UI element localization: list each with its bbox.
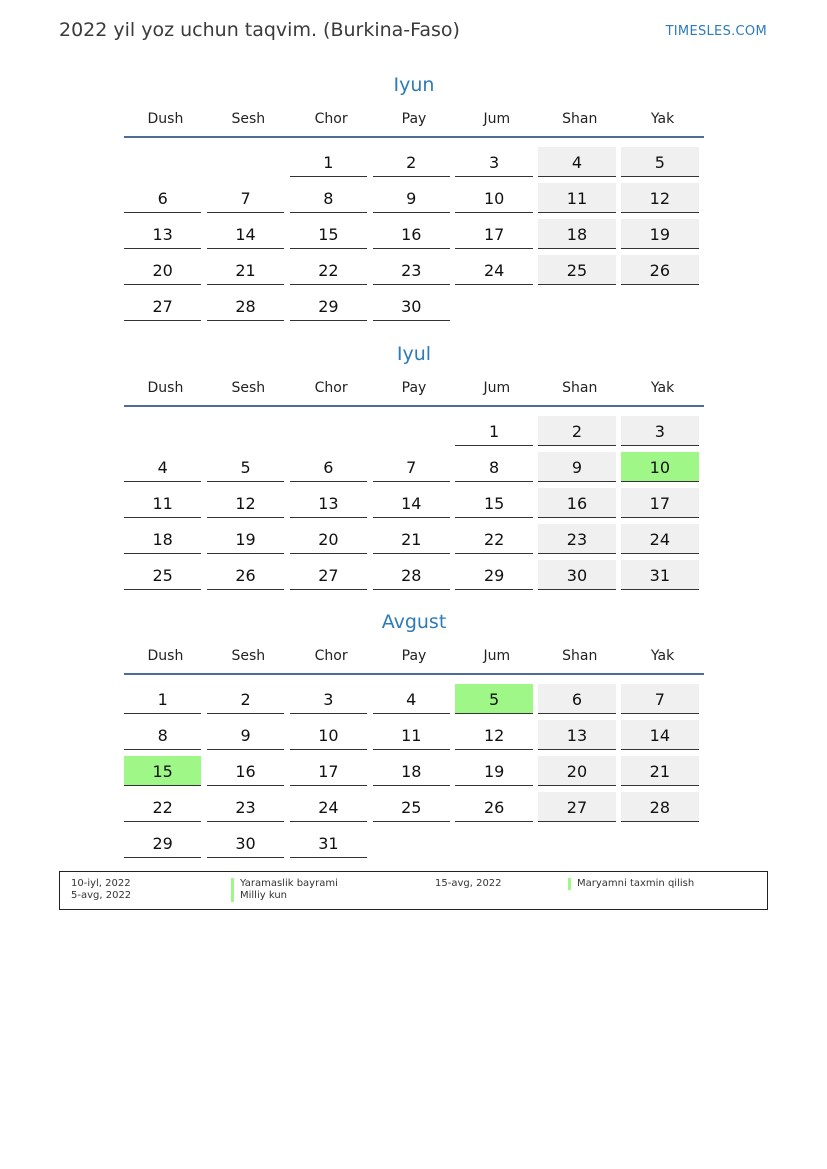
week-row bbox=[124, 142, 704, 178]
day-cell: 4 bbox=[538, 147, 615, 177]
week-row bbox=[124, 787, 704, 823]
day-cell: 12 bbox=[207, 488, 284, 518]
weekday-label: Jum bbox=[483, 111, 511, 127]
day-cell: 13 bbox=[538, 720, 615, 750]
month-iyun bbox=[124, 70, 704, 322]
empty-cell bbox=[207, 416, 284, 446]
day-cell: 30 bbox=[207, 828, 284, 858]
day-cell: 2 bbox=[538, 416, 615, 446]
day-cell: 6 bbox=[124, 183, 201, 213]
day-cell: 24 bbox=[290, 792, 367, 822]
week-row bbox=[124, 715, 704, 751]
day-cell: 13 bbox=[124, 219, 201, 249]
empty-cell bbox=[621, 828, 698, 858]
day-cell: 11 bbox=[538, 183, 615, 213]
day-cell: 1 bbox=[124, 684, 201, 714]
day-cell: 6 bbox=[538, 684, 615, 714]
week-row bbox=[124, 823, 704, 859]
day-cell: 10 bbox=[621, 452, 698, 482]
day-cell: 10 bbox=[455, 183, 532, 213]
holiday-legend bbox=[59, 871, 768, 910]
day-cell: 2 bbox=[373, 147, 450, 177]
week-row bbox=[124, 555, 704, 591]
day-cell: 25 bbox=[373, 792, 450, 822]
day-cell: 9 bbox=[373, 183, 450, 213]
day-cell: 6 bbox=[290, 452, 367, 482]
week-row bbox=[124, 519, 704, 555]
day-cell: 3 bbox=[621, 416, 698, 446]
legend-date: 15-avg, 2022 bbox=[435, 878, 502, 889]
day-cell: 3 bbox=[290, 684, 367, 714]
empty-cell bbox=[124, 147, 201, 177]
weekday-header bbox=[124, 647, 704, 675]
day-cell: 29 bbox=[290, 291, 367, 321]
empty-cell bbox=[373, 416, 450, 446]
day-cell: 11 bbox=[373, 720, 450, 750]
empty-cell bbox=[455, 828, 532, 858]
empty-cell bbox=[538, 828, 615, 858]
weekday-label: Dush bbox=[147, 380, 184, 396]
day-cell: 19 bbox=[621, 219, 698, 249]
day-cell: 17 bbox=[621, 488, 698, 518]
day-cell: 8 bbox=[290, 183, 367, 213]
weekday-header bbox=[124, 110, 704, 138]
day-cell: 28 bbox=[207, 291, 284, 321]
weekday-label: Shan bbox=[562, 380, 598, 396]
empty-cell bbox=[124, 416, 201, 446]
day-cell: 9 bbox=[207, 720, 284, 750]
weekday-label: Yak bbox=[650, 380, 675, 396]
day-cell: 25 bbox=[538, 255, 615, 285]
day-cell: 16 bbox=[207, 756, 284, 786]
month-name: Iyun bbox=[393, 74, 435, 96]
weekday-label: Yak bbox=[650, 648, 675, 664]
month-grid bbox=[124, 142, 704, 322]
day-cell: 22 bbox=[290, 255, 367, 285]
day-cell: 18 bbox=[124, 524, 201, 554]
day-cell: 25 bbox=[124, 560, 201, 590]
day-cell: 21 bbox=[207, 255, 284, 285]
weekday-label: Jum bbox=[483, 380, 511, 396]
day-cell: 26 bbox=[621, 255, 698, 285]
day-cell: 12 bbox=[621, 183, 698, 213]
day-cell: 19 bbox=[455, 756, 532, 786]
day-cell: 16 bbox=[538, 488, 615, 518]
weekday-label: Chor bbox=[314, 380, 348, 396]
day-cell: 22 bbox=[455, 524, 532, 554]
week-row bbox=[124, 447, 704, 483]
legend-holiday-name: Maryamni taxmin qilish bbox=[568, 878, 694, 890]
weekday-label: Sesh bbox=[231, 648, 266, 664]
day-cell: 21 bbox=[373, 524, 450, 554]
week-row bbox=[124, 250, 704, 286]
weekday-label: Dush bbox=[147, 111, 184, 127]
weekday-label: Sesh bbox=[231, 111, 266, 127]
empty-cell bbox=[373, 828, 450, 858]
page-title: 2022 yil yoz uchun taqvim. (Burkina-Faso) bbox=[59, 19, 460, 41]
month-grid bbox=[124, 679, 704, 859]
day-cell: 15 bbox=[290, 219, 367, 249]
week-row bbox=[124, 679, 704, 715]
week-row bbox=[124, 751, 704, 787]
day-cell: 20 bbox=[290, 524, 367, 554]
day-cell: 27 bbox=[538, 792, 615, 822]
legend-date: 10-iyl, 2022 bbox=[71, 878, 131, 889]
day-cell: 4 bbox=[373, 684, 450, 714]
weekday-header bbox=[124, 379, 704, 407]
day-cell: 23 bbox=[373, 255, 450, 285]
empty-cell bbox=[455, 291, 532, 321]
day-cell: 28 bbox=[373, 560, 450, 590]
day-cell: 16 bbox=[373, 219, 450, 249]
day-cell: 1 bbox=[290, 147, 367, 177]
day-cell: 14 bbox=[373, 488, 450, 518]
day-cell: 30 bbox=[538, 560, 615, 590]
week-row bbox=[124, 411, 704, 447]
weekday-label: Pay bbox=[401, 380, 427, 396]
day-cell: 3 bbox=[455, 147, 532, 177]
day-cell: 7 bbox=[373, 452, 450, 482]
weekday-label: Jum bbox=[483, 648, 511, 664]
day-cell: 9 bbox=[538, 452, 615, 482]
day-cell: 5 bbox=[455, 684, 532, 714]
month-grid bbox=[124, 411, 704, 591]
day-cell: 5 bbox=[207, 452, 284, 482]
day-cell: 15 bbox=[455, 488, 532, 518]
day-cell: 11 bbox=[124, 488, 201, 518]
day-cell: 8 bbox=[124, 720, 201, 750]
day-cell: 29 bbox=[124, 828, 201, 858]
day-cell: 24 bbox=[455, 255, 532, 285]
day-cell: 27 bbox=[124, 291, 201, 321]
day-cell: 28 bbox=[621, 792, 698, 822]
day-cell: 26 bbox=[455, 792, 532, 822]
day-cell: 18 bbox=[538, 219, 615, 249]
day-cell: 13 bbox=[290, 488, 367, 518]
month-iyul bbox=[124, 339, 704, 591]
week-row bbox=[124, 483, 704, 519]
weekday-label: Shan bbox=[562, 648, 598, 664]
weekday-label: Yak bbox=[650, 111, 675, 127]
day-cell: 30 bbox=[373, 291, 450, 321]
day-cell: 4 bbox=[124, 452, 201, 482]
day-cell: 2 bbox=[207, 684, 284, 714]
day-cell: 27 bbox=[290, 560, 367, 590]
day-cell: 21 bbox=[621, 756, 698, 786]
weekday-label: Dush bbox=[147, 648, 184, 664]
day-cell: 19 bbox=[207, 524, 284, 554]
week-row bbox=[124, 286, 704, 322]
day-cell: 14 bbox=[207, 219, 284, 249]
weekday-label: Chor bbox=[314, 111, 348, 127]
legend-holiday-name: Yaramaslik bayrami bbox=[231, 878, 338, 890]
day-cell: 18 bbox=[373, 756, 450, 786]
month-name: Iyul bbox=[396, 343, 432, 365]
day-cell: 20 bbox=[538, 756, 615, 786]
day-cell: 23 bbox=[207, 792, 284, 822]
weekday-label: Sesh bbox=[231, 380, 266, 396]
site-link[interactable]: TIMESLES.COM bbox=[665, 24, 767, 39]
month-avgust bbox=[124, 607, 704, 859]
empty-cell bbox=[621, 291, 698, 321]
weekday-label: Shan bbox=[562, 111, 598, 127]
day-cell: 12 bbox=[455, 720, 532, 750]
day-cell: 24 bbox=[621, 524, 698, 554]
day-cell: 10 bbox=[290, 720, 367, 750]
legend-date: 5-avg, 2022 bbox=[71, 890, 132, 901]
weekday-label: Pay bbox=[401, 111, 427, 127]
empty-cell bbox=[207, 147, 284, 177]
day-cell: 5 bbox=[621, 147, 698, 177]
day-cell: 20 bbox=[124, 255, 201, 285]
legend-holiday-name: Milliy kun bbox=[231, 890, 287, 902]
day-cell: 7 bbox=[621, 684, 698, 714]
week-row bbox=[124, 214, 704, 250]
month-name: Avgust bbox=[381, 611, 447, 633]
week-row bbox=[124, 178, 704, 214]
day-cell: 31 bbox=[621, 560, 698, 590]
day-cell: 15 bbox=[124, 756, 201, 786]
day-cell: 7 bbox=[207, 183, 284, 213]
day-cell: 17 bbox=[455, 219, 532, 249]
day-cell: 29 bbox=[455, 560, 532, 590]
day-cell: 23 bbox=[538, 524, 615, 554]
day-cell: 22 bbox=[124, 792, 201, 822]
empty-cell bbox=[538, 291, 615, 321]
day-cell: 8 bbox=[455, 452, 532, 482]
weekday-label: Pay bbox=[401, 648, 427, 664]
day-cell: 17 bbox=[290, 756, 367, 786]
empty-cell bbox=[290, 416, 367, 446]
weekday-label: Chor bbox=[314, 648, 348, 664]
day-cell: 26 bbox=[207, 560, 284, 590]
day-cell: 1 bbox=[455, 416, 532, 446]
day-cell: 31 bbox=[290, 828, 367, 858]
day-cell: 14 bbox=[621, 720, 698, 750]
